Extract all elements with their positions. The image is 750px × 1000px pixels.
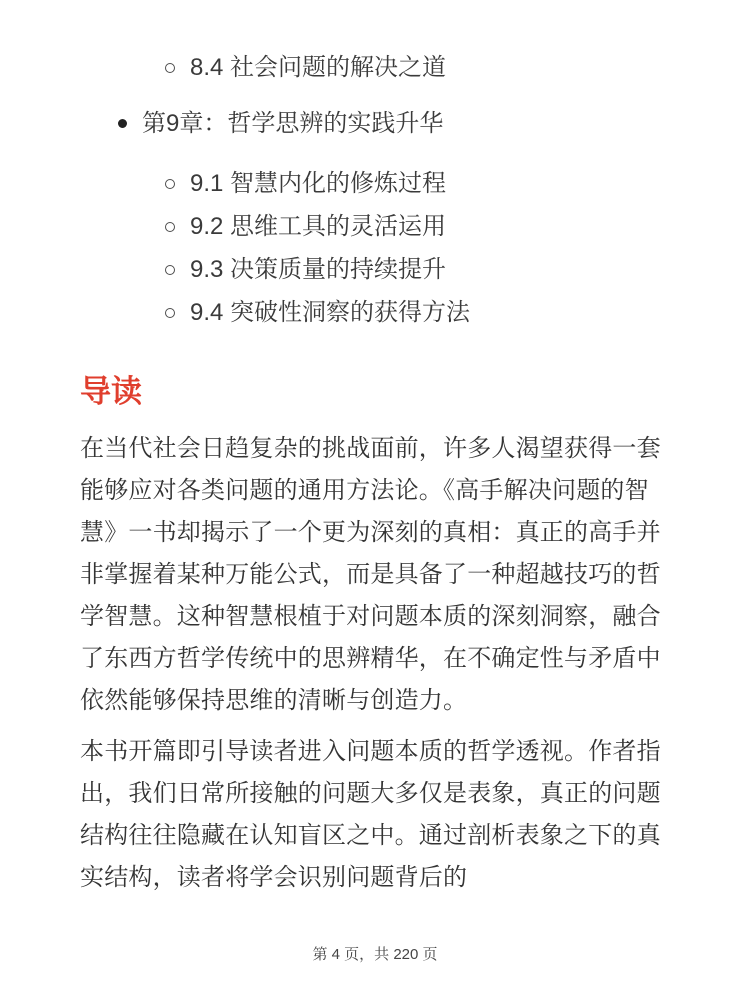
toc-entry-label: 9.1 智慧内化的修炼过程 (190, 170, 447, 197)
toc-entry-label: 9.3 决策质量的持续提升 (190, 256, 447, 283)
toc-entry-9-4 (80, 291, 672, 334)
toc-entry-9-2 (80, 205, 672, 248)
table-of-contents (80, 46, 672, 334)
toc-entry-label: 9.4 突破性洞察的获得方法 (190, 299, 471, 326)
circle-bullet-icon (165, 222, 175, 232)
body-paragraph-2: 本书开篇即引导读者进入问题本质的哲学透视。作者指出，我们日常所接触的问题大多仅是表象，真正的问题结构往往隐藏在认知盲区之中。通过剖析表象之下的真实结构，读者将学会识别问题背后的 (80, 737, 661, 891)
page-number-footer: 第 4 页，共 220 页 (312, 946, 438, 963)
toc-entry-label: 8.4 社会问题的解决之道 (190, 54, 447, 81)
toc-entry-label: 9.2 思维工具的灵活运用 (190, 213, 447, 240)
circle-bullet-icon (165, 179, 175, 189)
disc-bullet-icon (118, 119, 127, 128)
toc-entry-9-1 (80, 162, 672, 205)
toc-entry-label: 第9章：哲学思辨的实践升华 (142, 110, 444, 137)
section-heading: 导读 (80, 374, 142, 409)
toc-entry-9-3 (80, 248, 672, 291)
circle-bullet-icon (165, 63, 175, 73)
circle-bullet-icon (165, 265, 175, 275)
toc-entry-8-4 (80, 46, 672, 89)
circle-bullet-icon (165, 308, 175, 318)
toc-entry-chapter-9 (80, 102, 672, 145)
body-paragraph-1: 在当代社会日趋复杂的挑战面前，许多人渴望获得一套能够应对各类问题的通用方法论。《高手解决问题的智慧》一书却揭示了一个更为深刻的真相：真正的高手并非掌握着某种万能公式，而是具备了一种超越技巧的哲学智慧。这种智慧根植于对问题本质的深刻洞察，融合了东西方哲学传统中的思辨精华，在不确定性与矛盾中依然能够保持思维的清晰与创造力。 (80, 434, 661, 714)
